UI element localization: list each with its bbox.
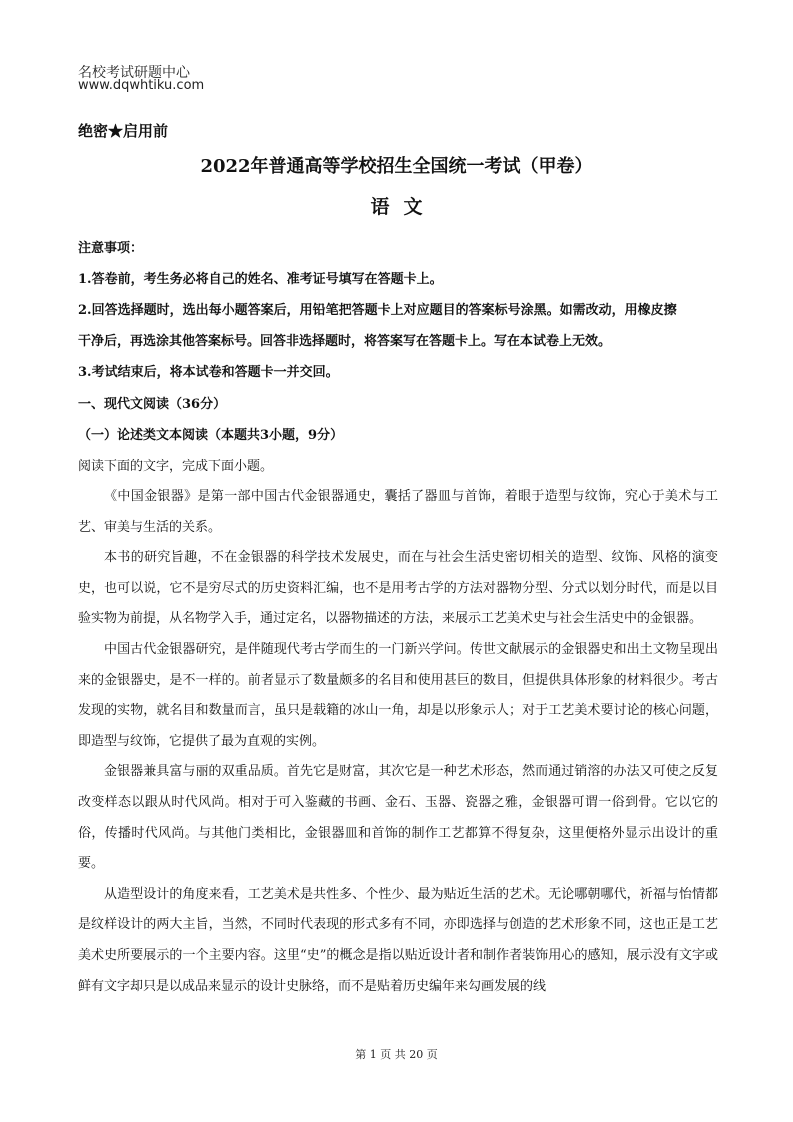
- notice-item-1: 1.答卷前，考生务必将自己的姓名、准考证号填写在答题卡上。: [78, 272, 443, 287]
- watermark-url: www.dqwhtiku.com: [78, 78, 205, 93]
- watermark-name: 名校考试研题中心: [78, 65, 190, 81]
- passage-paragraph-1: 《中国金银器》是第一部中国古代金银器通史，囊括了器皿与首饰，着眼于造型与纹饰，究心于美术与工艺、审美与生活的关系。: [78, 489, 718, 535]
- exam-title: 2022年普通高等学校招生全国统一考试（甲卷）: [200, 156, 593, 177]
- passage: [78, 482, 718, 1002]
- section-subheading: （一）论述类文本阅读（本题共3小题，9分）: [78, 428, 344, 443]
- notice-item-3: 3.考试结束后，将本试卷和答题卡一并交回。: [78, 365, 339, 380]
- reading-instruction: 阅读下面的文字，完成下面小题。: [78, 459, 274, 474]
- passage-paragraph-5: 从造型设计的角度来看，工艺美术是共性多、个性少、最为贴近生活的艺术。无论哪朝哪代，祈福与怡情都是纹样设计的两大主旨，当然，不同时代表现的形式多有不同，亦即选择与创造的艺术形象不同，这也正是工艺美术史所要展示的一个主要内容。这里“史”的概念是指以贴近设计者和制作者装饰用心的感知，展示没有文字或鲜有文字却只是以成品来显示的设计史脉络，而不是贴着历史编年来勾画发展的线: [78, 886, 718, 994]
- notice-heading: 注意事项：: [78, 241, 144, 256]
- passage-paragraph-4: 金银器兼具富与丽的双重品质。首先它是财富，其次它是一种艺术形态，然而通过销溶的办法又可使之反复改变样态以跟从时代风尚。相对于可入鉴藏的书画、金石、玉器、瓷器之雅，金银器可谓一俗到骨。它以它的俗，传播时代风尚。与其他门类相比，金银器皿和首饰的制作工艺都算不得复杂，这里便格外显示出设计的重要。: [78, 764, 718, 872]
- subject-title: 语文: [370, 196, 437, 218]
- section-heading: 一、现代文阅读（36分）: [78, 397, 227, 412]
- secret-label: 绝密★启用前: [78, 122, 169, 140]
- passage-paragraph-3: 中国古代金银器研究，是伴随现代考古学而生的一门新兴学问。传世文献展示的金银器史和出土文物呈现出来的金银器史，是不一样的。前者显示了数量颇多的名目和使用甚巨的数目，但提供具体形象的材料很少。考古发现的实物，就名目和数量而言，虽只是载籍的冰山一角，却是以形象示人；对于工艺美术要讨论的核心问题，即造型与纹饰，它提供了最为直观的实例。: [78, 641, 718, 749]
- passage-paragraph-2: 本书的研究旨趣，不在金银器的科学技术发展史，而在与社会生活史密切相关的造型、纹饰、风格的演变史，也可以说，它不是穷尽式的历史资料汇编，也不是用考古学的方法对器物分型、分式以划分时代，而是以目验实物为前提，从名物学入手，通过定名，以器物描述的方法，来展示工艺美术史与社会生活史中的金银器。: [78, 550, 718, 627]
- notice-item-2-line-2: 干净后，再选涂其他答案标号。回答非选择题时，将答案写在答题卡上。写在本试卷上无效。: [78, 334, 612, 349]
- page-number: 第 1 页 共 20 页: [355, 1048, 438, 1061]
- notice-item-2-line-1: 2.回答选择题时，选出每小题答案后，用铅笔把答题卡上对应题目的答案标号涂黑。如需改动，用橡皮擦: [78, 303, 677, 318]
